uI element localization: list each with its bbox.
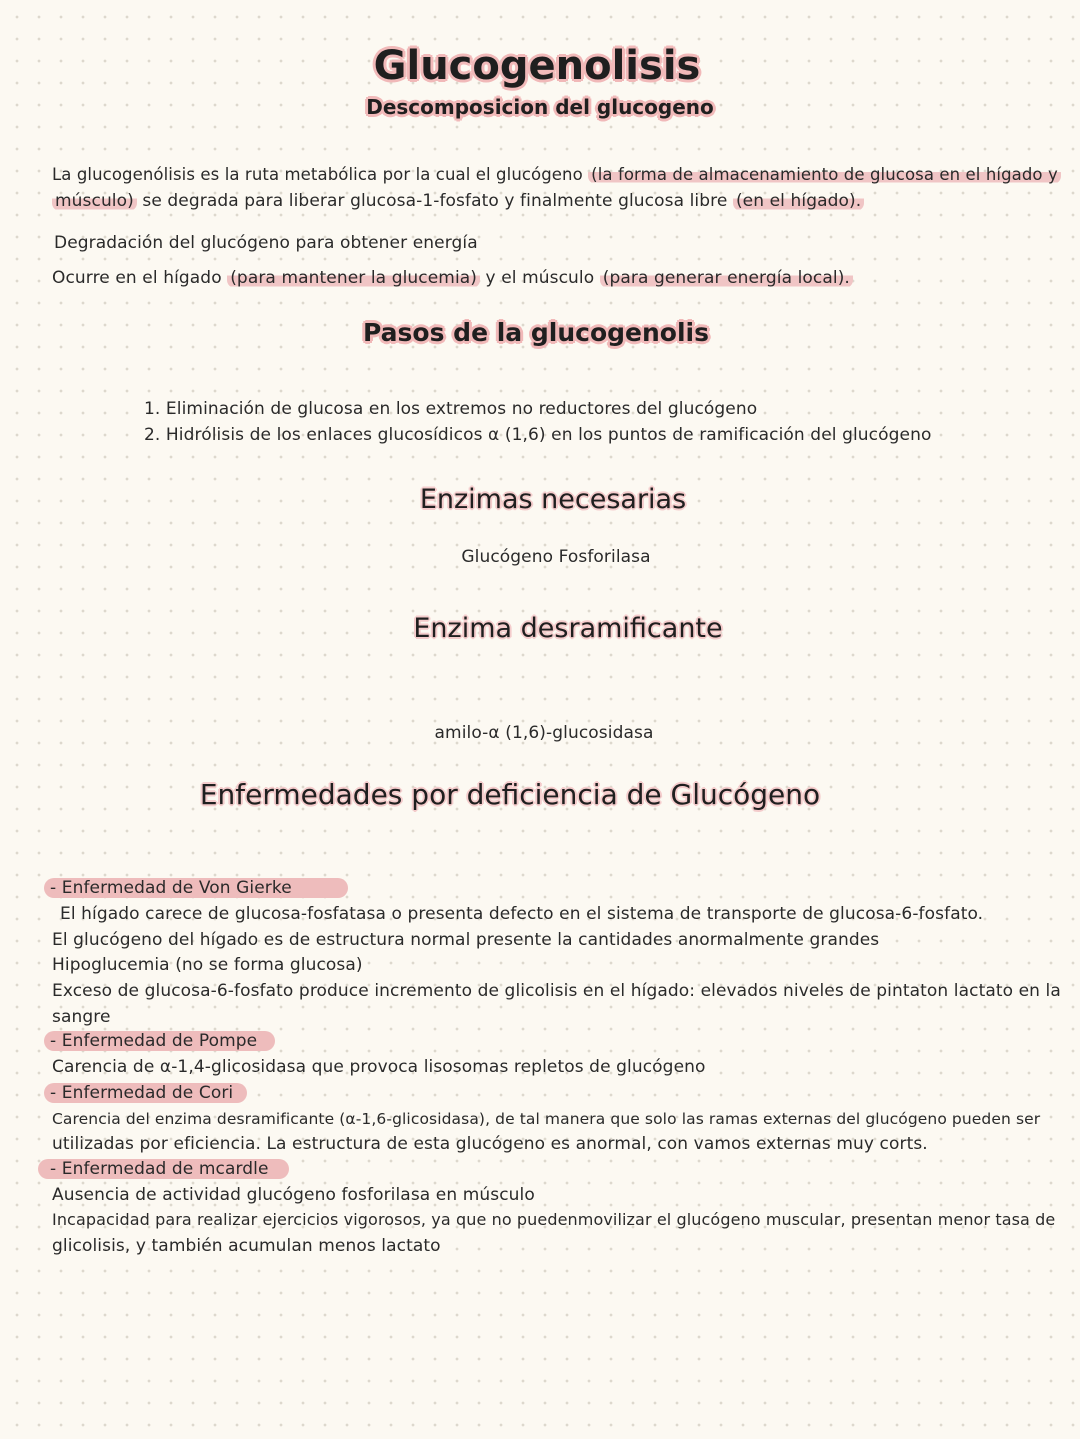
disease-tag: - Enfermedad de Cori <box>44 1083 247 1103</box>
steps-heading: Pasos de la glucogenolis <box>363 318 709 347</box>
intro-text: se degrada para liberar glucosa-1-fosfato y finalmente glucosa libre <box>136 191 733 211</box>
intro-highlight: (en el hígado). <box>733 191 864 211</box>
occurs-highlight: (para generar energía local). <box>600 268 853 288</box>
von-gierke-line: El glucógeno del hígado es de estructura normal presente la cantidades anormalmente grandes <box>52 930 880 950</box>
mcardle-line: Ausencia de actividad glucógeno fosforilasa en músculo <box>52 1185 535 1205</box>
step-item-1: 1. Eliminación de glucosa en los extremos no reductores del glucógeno <box>144 399 758 419</box>
disease-label-mcardle <box>52 1157 289 1181</box>
disease-tag: - Enfermedad de Pompe <box>44 1031 275 1051</box>
disease-tag: - Enfermedad de Von Gierke <box>44 878 348 898</box>
von-gierke-line: Hipoglucemia (no se forma glucosa) <box>52 955 363 975</box>
disease-tag: - Enfermedad de mcardle <box>38 1159 289 1179</box>
debranching-heading: Enzima desramificante <box>413 613 723 644</box>
degradation-text: Degradación del glucógeno para obtener energía <box>54 233 478 253</box>
intro-line-2 <box>52 189 864 213</box>
von-gierke-line: Exceso de glucosa-6-fosfato produce incremento de glicolisis en el hígado: elevados niveles de pintaton lactato en la <box>52 981 1061 1001</box>
diseases-heading: Enfermedades por deficiencia de Glucógeno <box>199 778 821 811</box>
mcardle-line: Incapacidad para realizar ejercicios vigorosos, ya que no puedenmovilizar el glucógeno muscular, presentan menor tasa de <box>52 1210 1056 1229</box>
enzymes-heading: Enzimas necesarias <box>419 484 687 515</box>
pompe-line: Carencia de α-1,4-glicosidasa que provoca lisosomas repletos de glucógeno <box>52 1057 706 1077</box>
von-gierke-line: El hígado carece de glucosa-fosfatasa o presenta defecto en el sistema de transporte de glucosa-6-fosfato. <box>60 904 984 924</box>
enzyme-glucosidase: amilo-α (1,6)-glucosidasa <box>434 723 654 743</box>
occurs-line <box>52 266 853 290</box>
occurs-text: Ocurre en el hígado <box>52 268 228 288</box>
intro-highlight: músculo) <box>52 191 137 211</box>
mcardle-line: glicolisis, y también acumulan menos lactato <box>52 1236 441 1256</box>
enzyme-phosphorylase: Glucógeno Fosforilasa <box>461 547 651 567</box>
cori-line: utilizadas por eficiencia. La estructura de esta glucógeno es anormal, con vamos externas muy corts. <box>52 1134 928 1154</box>
step-item-2: 2. Hidrólisis de los enlaces glucosídicos α (1,6) en los puntos de ramificación del glucógeno <box>144 425 932 445</box>
disease-label-von-gierke <box>52 876 348 900</box>
intro-line-1 <box>52 163 1061 187</box>
cori-line: Carencia del enzima desramificante (α-1,6-glicosidasa), de tal manera que solo las ramas externas del glucógeno pueden ser <box>52 1110 1041 1128</box>
occurs-highlight: (para mantener la glucemia) <box>227 268 480 288</box>
von-gierke-line: sangre <box>52 1007 111 1027</box>
page-title: Glucogenolisis <box>373 43 701 89</box>
page-subtitle: Descomposicion del glucogeno <box>366 95 714 119</box>
occurs-text: y el músculo <box>480 268 600 288</box>
disease-label-pompe <box>52 1029 275 1053</box>
disease-label-cori <box>52 1081 247 1105</box>
intro-highlight: (la forma de almacenamiento de glucosa en el hígado y <box>588 165 1061 184</box>
intro-text: La glucogenólisis es la ruta metabólica por la cual el glucógeno <box>52 165 589 184</box>
